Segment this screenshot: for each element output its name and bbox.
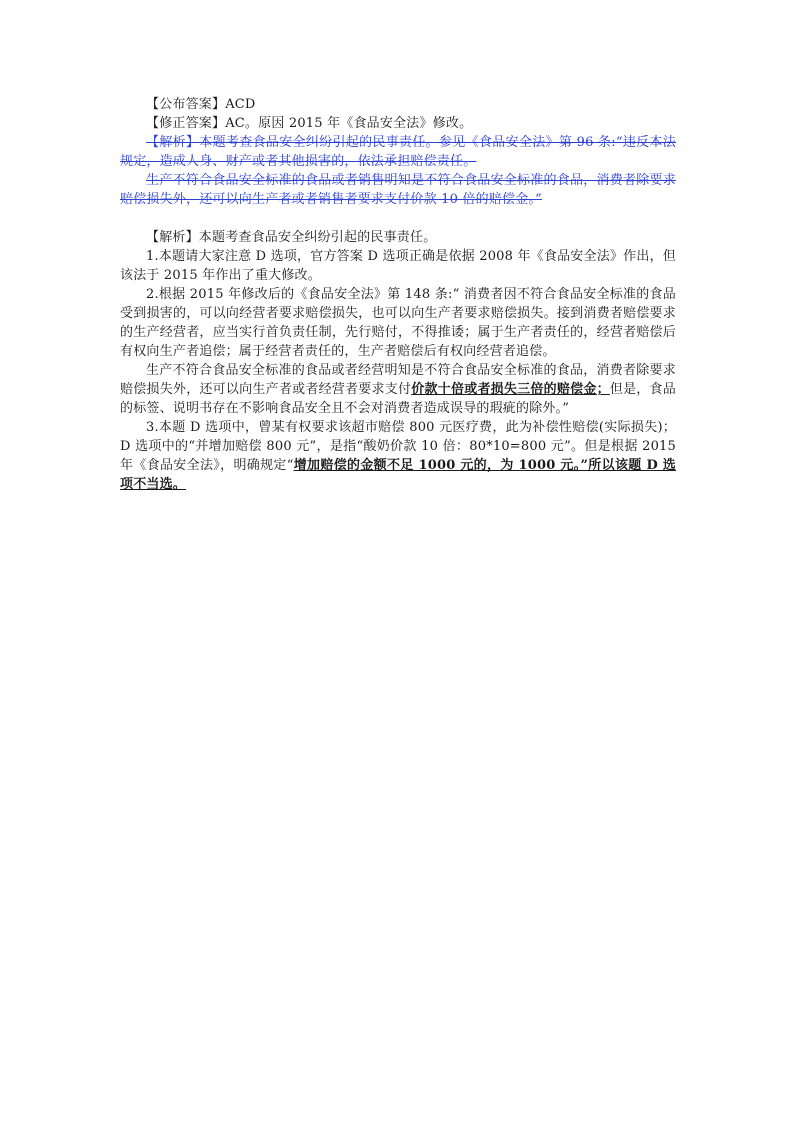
point-3-text: 3.本题 D 选项中，曾某有权要求该超市赔偿 800 元医疗费，此为补偿性赔偿(实际损失)；D 选项中的“并增加赔偿 800 元”，是指“酸奶价款 10 倍：80*10=800 元”。但是根据 2015 年《食品安全法》，明确规定“ [120, 420, 676, 473]
struck-analysis-paragraph-2: 生产不符合食品安全标准的食品或者销售明知是不符合食品安全标准的食品，消费者除要求赔偿损失外，还可以向生产者或者销售者要求支付价款 10 倍的赔偿金。” [120, 173, 676, 207]
corrected-answer: 【修正答案】AC。原因 2015 年《食品安全法》修改。 [146, 116, 473, 131]
answer-explanation [120, 95, 676, 494]
analysis-heading: 【解析】本题考查食品安全纠纷引起的民事责任。 [146, 230, 437, 245]
point-2-exception-text: 但是，食品的标签、说明书存在不影响食品安全且不会对消费者造成误导的瑕疵的除外。” [120, 382, 676, 416]
analysis-point-3 [120, 418, 676, 494]
analysis-point-2-continued [120, 361, 676, 418]
paragraph-gap [120, 209, 676, 228]
point-2-emphasis: 价款十倍或者损失三倍的赔偿金； [411, 382, 610, 397]
point-3-emphasis: 增加赔偿的金额不足 1000 元的，为 1000 元。”所以该题 D 选项不当选。 [120, 458, 676, 492]
analysis-point-2: 2.根据 2015 年修改后的《食品安全法》第 148 条:“ 消费者因不符合食品安全标准的食品受到损害的，可以向经营者要求赔偿损失，也可以向生产者要求赔偿损失。接到消费者赔偿要求的生产经营者，应当实行首负责任制，先行赔付，不得推诿；属于生产者责任的，经营者赔偿后有权向生产者追偿；属于经营者责任的，生产者赔偿后有权向经营者追偿。 [120, 287, 676, 359]
analysis-point-1: 1.本题请大家注意 D 选项，官方答案 D 选项正确是依据 2008 年《食品安全法》作出，但该法于 2015 年作出了重大修改。 [120, 249, 676, 283]
struck-analysis-paragraph-1: 【解析】本题考查食品安全纠纷引起的民事责任。参见《食品安全法》第 96 条:“违反本法规定，造成人身、财产或者其他损害的，依法承担赔偿责任。 [120, 135, 676, 169]
published-answer: 【公布答案】ACD [146, 97, 256, 112]
point-2-text: 生产不符合食品安全标准的食品或者经营明知是不符合食品安全标准的食品，消费者除要求赔偿损失外，还可以向生产者或者经营者要求支付 [120, 363, 676, 397]
